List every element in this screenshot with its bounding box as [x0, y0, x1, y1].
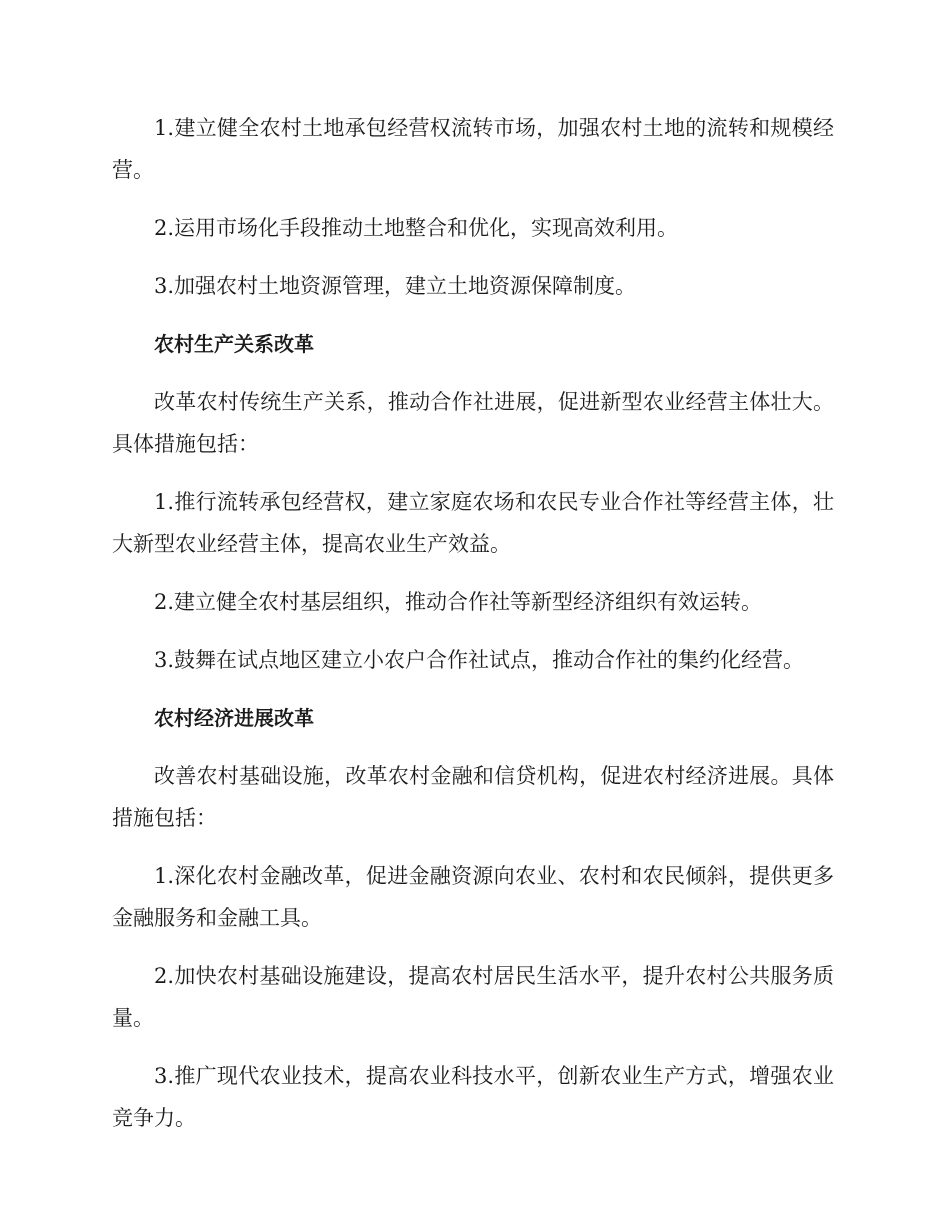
list-item-infrastructure: 2.加快农村基础设施建设，提高农村居民生活水平，提升农村公共服务质量。	[112, 964, 834, 1030]
list-item-land-market: 1.建立健全农村土地承包经营权流转市场，加强农村土地的流转和规模经营。	[112, 116, 834, 182]
list-item-grassroots-organization: 2.建立健全农村基层组织，推动合作社等新型经济组织有效运转。	[154, 590, 763, 614]
list-item-cooperative-pilot: 3.鼓舞在试点地区建立小农户合作社试点，推动合作社的集约化经营。	[154, 648, 805, 672]
list-item-agri-technology: 3.推广现代农业技术，提高农业科技水平，创新农业生产方式，增强农业竞争力。	[112, 1064, 834, 1130]
list-item-land-integration: 2.运用市场化手段推动土地整合和优化，实现高效利用。	[154, 216, 679, 240]
list-item-rural-finance: 1.深化农村金融改革，促进金融资源向农业、农村和农民倾斜，提供更多金融服务和金融工具。	[112, 864, 834, 930]
list-item-land-management: 3.加强农村土地资源管理，建立土地资源保障制度。	[154, 274, 637, 298]
section-heading-economic-development: 农村经济进展改革	[154, 706, 314, 730]
section-intro-production-relations: 改革农村传统生产关系，推动合作社进展，促进新型农业经营主体壮大。具体措施包括：	[112, 390, 834, 456]
list-item-family-farms: 1.推行流转承包经营权，建立家庭农场和农民专业合作社等经营主体，壮大新型农业经营主体，提高农业生产效益。	[112, 490, 834, 556]
document-body	[112, 107, 834, 1155]
section-heading-production-relations: 农村生产关系改革	[154, 332, 314, 356]
section-intro-economic-development: 改善农村基础设施，改革农村金融和信贷机构，促进农村经济进展。具体措施包括：	[112, 764, 834, 830]
